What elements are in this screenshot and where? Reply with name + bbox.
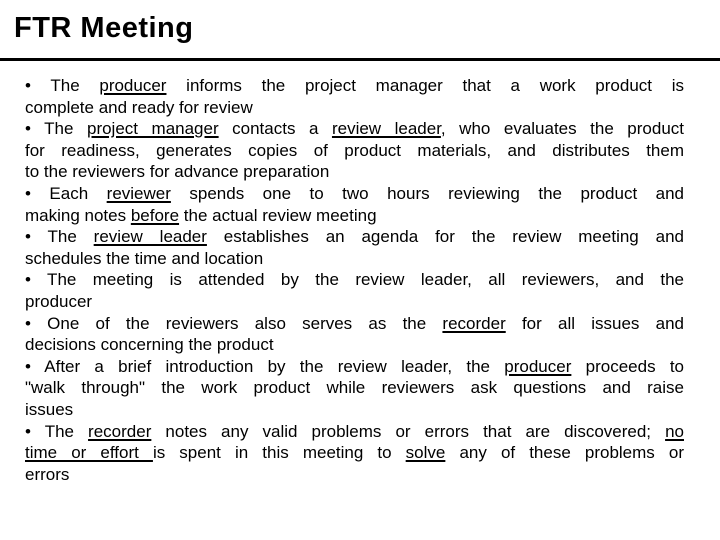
text-segment: informs the project manager that a work product is xyxy=(166,76,684,95)
bullet-line xyxy=(25,334,684,356)
text-segment: proceeds to xyxy=(571,356,684,376)
bullet-line xyxy=(25,161,684,183)
bullet-line xyxy=(25,399,684,421)
bullet-line xyxy=(25,140,684,162)
text-segment: for readiness, generates copies of product materials, and distributes them xyxy=(25,140,684,160)
bullet-item xyxy=(25,313,684,356)
bullet-line xyxy=(25,226,684,248)
emphasized-term: review leader xyxy=(331,119,441,139)
text-segment: schedules the time and location xyxy=(25,248,264,268)
text-segment: producer xyxy=(25,291,93,311)
emphasized-term: review leader xyxy=(93,227,207,247)
text-segment: any of these problems or xyxy=(445,443,685,463)
emphasized-term: recorder xyxy=(88,421,152,441)
bullet-item xyxy=(25,356,684,421)
text-segment: the actual review meeting xyxy=(179,205,377,225)
bullet-item xyxy=(25,118,684,183)
text-segment: • Each xyxy=(25,183,107,203)
text-segment: contacts a xyxy=(218,119,332,139)
text-segment: • After a brief introduction by the review leader, the xyxy=(25,356,505,376)
emphasized-term: solve xyxy=(405,443,446,463)
bullet-item xyxy=(25,226,684,269)
bullet-item xyxy=(25,183,684,226)
text-segment: errors xyxy=(25,464,70,484)
slide-title: FTR Meeting xyxy=(14,12,194,44)
text-segment: notes any valid problems or errors that are discovered; xyxy=(151,421,666,441)
bullet-item xyxy=(25,421,684,486)
bullet-line xyxy=(25,269,684,291)
bullet-line xyxy=(25,356,684,378)
bullet-item xyxy=(25,269,684,312)
text-segment: "walk through" the work product while reviewers ask questions and raise xyxy=(25,378,684,398)
text-segment: decisions concerning the product xyxy=(25,335,274,355)
text-segment: to the reviewers for advance preparation xyxy=(25,162,330,182)
bullet-line xyxy=(25,442,684,464)
bullet-line xyxy=(25,377,684,399)
emphasized-term: reviewer xyxy=(106,183,171,203)
bullet-line xyxy=(25,183,684,205)
text-segment: issues xyxy=(25,399,74,419)
text-segment: making notes xyxy=(25,205,131,225)
bullet-line xyxy=(25,118,684,140)
bullet-line xyxy=(25,464,684,486)
bullet-line xyxy=(25,421,684,443)
emphasized-term: before xyxy=(130,205,180,225)
text-segment: • The xyxy=(25,421,89,441)
emphasized-term: no xyxy=(665,421,684,441)
text-segment: • The xyxy=(25,227,94,247)
text-segment: • The xyxy=(25,76,100,95)
bullet-line xyxy=(25,75,684,97)
title-divider xyxy=(0,58,720,61)
bullet-line xyxy=(25,97,684,119)
emphasized-term: producer xyxy=(504,356,572,376)
bullet-list xyxy=(25,75,684,485)
bullet-item xyxy=(25,75,684,118)
emphasized-term: time or effort xyxy=(25,443,153,463)
text-segment: • One of the reviewers also serves as the xyxy=(25,313,443,333)
text-segment: is spent in this meeting to xyxy=(152,443,406,463)
emphasized-term: project manager xyxy=(86,119,219,139)
bullet-line xyxy=(25,313,684,335)
text-segment: complete and ready for review xyxy=(25,97,253,117)
text-segment: for all issues and xyxy=(505,313,684,333)
text-segment: , who evaluates the product xyxy=(440,119,685,139)
text-segment: spends one to two hours reviewing the product and xyxy=(170,183,684,203)
bullet-line xyxy=(25,291,684,313)
bullet-line xyxy=(25,205,684,227)
emphasized-term: recorder xyxy=(442,313,506,333)
text-segment: • The meeting is attended by the review leader, all reviewers, and the xyxy=(25,270,684,290)
bullet-line xyxy=(25,248,684,270)
text-segment: • The xyxy=(25,119,87,139)
emphasized-term: producer xyxy=(99,76,167,95)
text-segment: establishes an agenda for the review meeting and xyxy=(206,227,684,247)
